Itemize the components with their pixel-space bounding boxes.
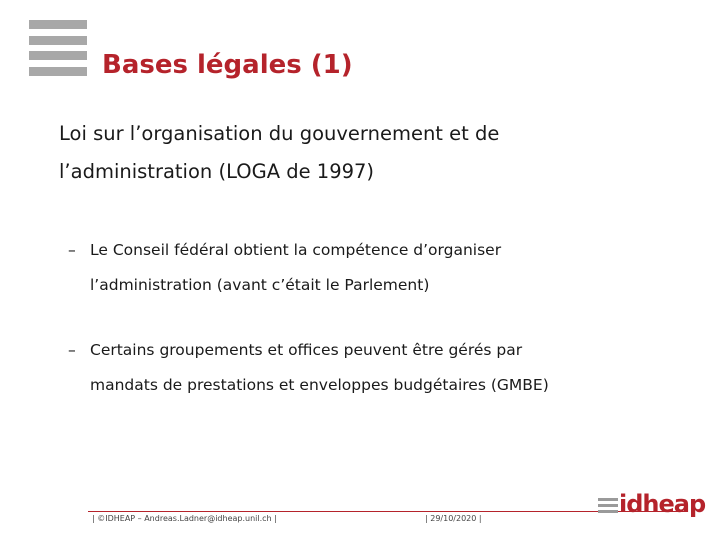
bullet-2-line-2: mandats de prestations et enveloppes budgétaires (GMBE)	[90, 376, 549, 394]
brand-name: idheap	[619, 490, 706, 518]
logo-bars-icon	[29, 20, 87, 76]
bullet-dash: –	[68, 241, 76, 259]
main-line-2: l’administration (LOGA de 1997)	[59, 160, 375, 183]
brand-bars-icon	[598, 498, 618, 514]
bullet-1-line-2: l’administration (avant c’était le Parlement)	[90, 276, 430, 294]
idheap-logo	[598, 490, 706, 524]
main-paragraph	[59, 115, 659, 191]
slide-title: Bases légales (1)	[102, 50, 353, 80]
footer-date: | 29/10/2020 |	[425, 514, 482, 523]
main-line-1: Loi sur l’organisation du gouvernement et de	[59, 122, 500, 145]
bullet-dash: –	[68, 341, 76, 359]
footer-copyright: | ©IDHEAP – Andreas.Ladner@idheap.unil.ch |	[92, 514, 277, 523]
bullet-item-1	[68, 233, 668, 303]
bullet-2-line-1: Certains groupements et offices peuvent être gérés par	[90, 341, 523, 359]
bullet-1-line-1: Le Conseil fédéral obtient la compétence d’organiser	[90, 241, 502, 259]
bullet-item-2	[68, 333, 668, 403]
